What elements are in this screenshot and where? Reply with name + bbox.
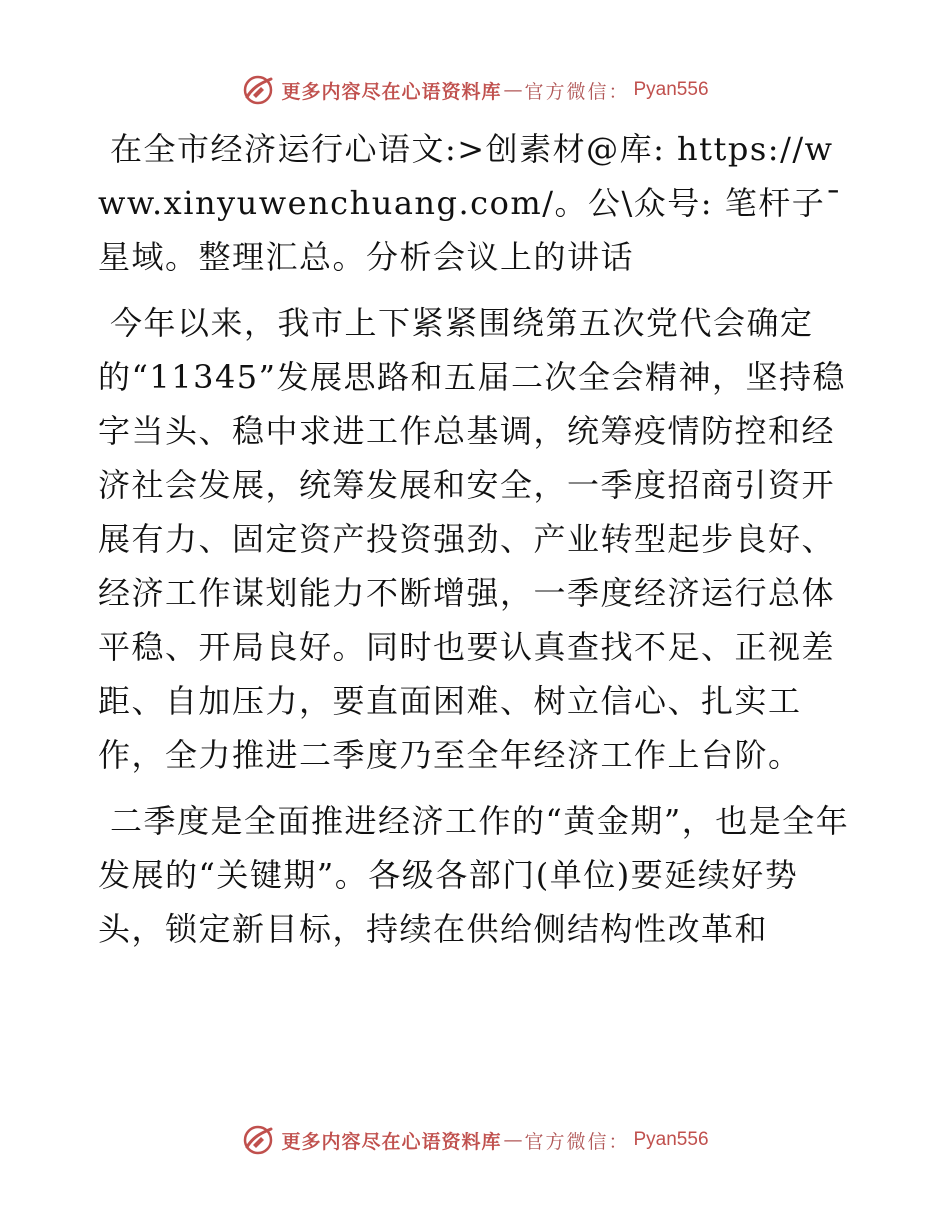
pen-logo-icon [241,73,275,107]
document-body [98,122,858,968]
brand-text: 更多内容尽在心语资料库 [281,1130,502,1153]
wechat-label: 官方微信： [524,80,630,103]
wechat-id: Pyan556 [633,1129,709,1150]
wechat-label: 官方微信： [524,1130,630,1153]
footer-banner [0,1120,950,1160]
paragraph-second-quarter: 二季度是全面推进经济工作的“黄金期”，也是全年发展的“关键期”。各级各部门(单位)要延续好势头，锁定新目标，持续在供给侧结构性改革和 [98,802,850,948]
pen-logo-icon [241,1123,275,1157]
paragraph-title: 在全市经济运行心语文:>创素材@库: https://www.xinyuwenchuang.com/。公\众号: 笔杆子¯星域。整理汇总。分析会议上的讲话 [98,130,843,276]
brand-text: 更多内容尽在心语资料库 [281,80,502,103]
banner-dash: — [503,79,523,101]
paragraph-review: 今年以来，我市上下紧紧围绕第五次党代会确定的“11345”发展思路和五届二次全会精神，坚持稳字当头、稳中求进工作总基调，统筹疫情防控和经济社会发展，统筹发展和安全，一季度招商引资开展有力、固定资产投资强劲、产业转型起步良好、经济工作谋划能力不断增强，一季度经济运行总体平稳、开局良好。同时也要认真查找不足、正视差距、自加压力，要直面困难、树立信心、扎实工作，全力推进二季度乃至全年经济工作上台阶。 [98,304,847,774]
wechat-id: Pyan556 [633,79,709,100]
banner-dash: — [503,1129,523,1151]
header-banner [0,70,950,110]
